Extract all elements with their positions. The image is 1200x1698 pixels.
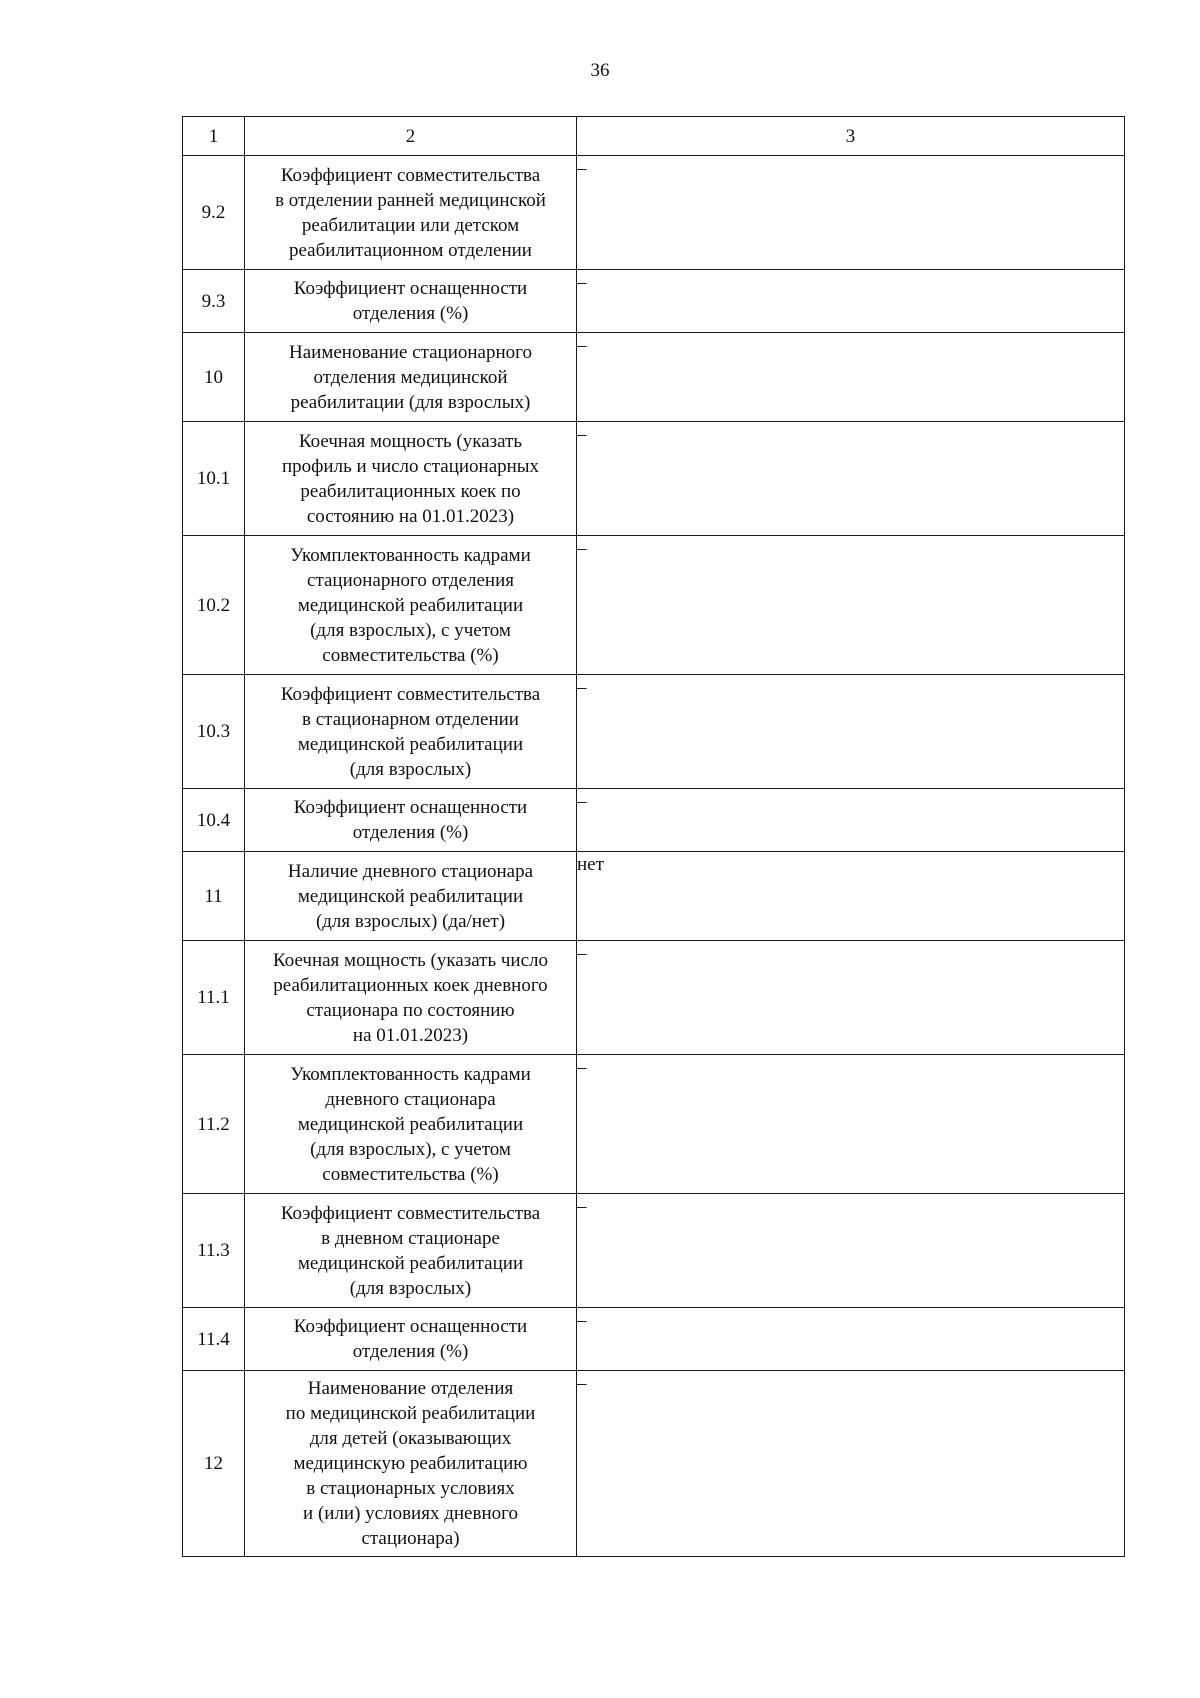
row-number: 11.3: [183, 1194, 245, 1308]
table-row: [183, 422, 1125, 536]
row-value: –: [577, 333, 1125, 422]
description-line: по медицинской реабилитации: [285, 1403, 536, 1424]
description-line: в стационарных условиях: [306, 1478, 515, 1499]
row-description: [245, 1194, 577, 1308]
description-line: Коэффициент оснащенности: [293, 1316, 528, 1337]
row-number: 10.1: [183, 422, 245, 536]
description-line: реабилитационных коек дневного: [273, 974, 548, 996]
description-line: реабилитации или детском: [301, 214, 520, 236]
description-line: медицинскую реабилитацию: [293, 1453, 528, 1474]
description-line: реабилитационных коек по: [300, 480, 521, 502]
row-description: [245, 333, 577, 422]
description-line: Коэффициент совместительства: [280, 164, 541, 186]
table-row: [183, 1371, 1125, 1557]
row-value: –: [577, 1371, 1125, 1557]
row-number: 9.2: [183, 156, 245, 270]
row-number: 11: [183, 852, 245, 941]
description-line: (для взрослых): [349, 758, 472, 780]
page-number: 36: [590, 60, 610, 81]
description-line: (для взрослых), с учетом: [310, 619, 511, 641]
description-line: Коечная мощность (указать: [298, 430, 523, 452]
description-line: (для взрослых) (да/нет): [315, 910, 506, 932]
table-row: [183, 156, 1125, 270]
description-line: отделения (%): [352, 822, 469, 843]
row-value: –: [577, 675, 1125, 789]
description-line: стационара): [361, 1528, 460, 1549]
row-value: –: [577, 270, 1125, 333]
row-value: –: [577, 536, 1125, 675]
row-description: [245, 156, 577, 270]
description-line: Коэффициент совместительства: [280, 1202, 541, 1224]
description-line: состоянию на 01.01.2023): [306, 505, 515, 527]
table-header-row: [183, 117, 1125, 156]
row-description: [245, 1371, 577, 1557]
description-line: реабилитации (для взрослых): [290, 391, 531, 413]
description-line: (для взрослых), с учетом: [310, 1138, 511, 1160]
description-line: медицинской реабилитации: [297, 1252, 524, 1274]
description-line: дневного стационара: [325, 1088, 496, 1110]
row-description: [245, 941, 577, 1055]
table-row: [183, 536, 1125, 675]
row-number: 10.3: [183, 675, 245, 789]
row-value: нет: [577, 852, 1125, 941]
description-line: Коэффициент совместительства: [280, 683, 541, 705]
row-value: –: [577, 422, 1125, 536]
description-line: медицинской реабилитации: [297, 1113, 524, 1135]
description-line: совместительства (%): [322, 644, 499, 666]
row-value: –: [577, 941, 1125, 1055]
header-col-3: 3: [577, 117, 1125, 156]
table-row: [183, 1308, 1125, 1371]
description-line: Наименование стационарного: [289, 341, 532, 363]
description-line: медицинской реабилитации: [297, 885, 524, 907]
description-line: и (или) условиях дневного: [303, 1503, 518, 1524]
header-col-1: 1: [183, 117, 245, 156]
description-line: Коэффициент оснащенности: [293, 278, 528, 299]
row-value: –: [577, 1194, 1125, 1308]
row-value: –: [577, 789, 1125, 852]
row-description: [245, 852, 577, 941]
row-number: 11.4: [183, 1308, 245, 1371]
description-line: совместительства (%): [322, 1163, 499, 1185]
table-row: [183, 1055, 1125, 1194]
row-description: [245, 536, 577, 675]
description-line: Коечная мощность (указать число: [272, 949, 549, 971]
description-line: медицинской реабилитации: [297, 733, 524, 755]
table-row: [183, 675, 1125, 789]
row-number: 10: [183, 333, 245, 422]
description-line: отделения медицинской: [313, 366, 508, 388]
table-row: [183, 270, 1125, 333]
row-description: [245, 1308, 577, 1371]
row-description: [245, 422, 577, 536]
table-row: [183, 789, 1125, 852]
description-line: Коэффициент оснащенности: [293, 797, 528, 818]
row-value: –: [577, 1308, 1125, 1371]
description-line: для детей (оказывающих: [309, 1428, 512, 1449]
description-line: в дневном стационаре: [321, 1227, 500, 1249]
description-line: медицинской реабилитации: [297, 594, 524, 616]
row-number: 11.1: [183, 941, 245, 1055]
row-number: 9.3: [183, 270, 245, 333]
row-description: [245, 675, 577, 789]
row-number: 10.2: [183, 536, 245, 675]
description-line: профиль и число стационарных: [281, 455, 540, 477]
table-row: [183, 941, 1125, 1055]
table-body: [183, 117, 1125, 1557]
description-line: в стационарном отделении: [302, 708, 519, 730]
description-line: Наличие дневного стационара: [287, 860, 534, 882]
table-row: [183, 333, 1125, 422]
description-line: стационара по состоянию: [306, 999, 515, 1021]
description-line: отделения (%): [352, 303, 469, 324]
description-line: стационарного отделения: [307, 569, 514, 591]
description-line: Укомплектованность кадрами: [290, 544, 531, 566]
description-line: на 01.01.2023): [352, 1024, 469, 1046]
row-number: 12: [183, 1371, 245, 1557]
table-row: [183, 852, 1125, 941]
row-description: [245, 270, 577, 333]
header-col-2: 2: [245, 117, 577, 156]
row-number: 11.2: [183, 1055, 245, 1194]
row-description: [245, 789, 577, 852]
row-value: –: [577, 1055, 1125, 1194]
row-number: 10.4: [183, 789, 245, 852]
description-line: в отделении ранней медицинской: [275, 189, 546, 211]
description-line: реабилитационном отделении: [289, 239, 532, 261]
table-row: [183, 1194, 1125, 1308]
data-table: [182, 116, 1125, 1557]
row-value: –: [577, 156, 1125, 270]
row-description: [245, 1055, 577, 1194]
description-line: Наименование отделения: [307, 1378, 514, 1399]
description-line: Укомплектованность кадрами: [290, 1063, 531, 1085]
description-line: (для взрослых): [349, 1277, 472, 1299]
description-line: отделения (%): [352, 1341, 469, 1362]
